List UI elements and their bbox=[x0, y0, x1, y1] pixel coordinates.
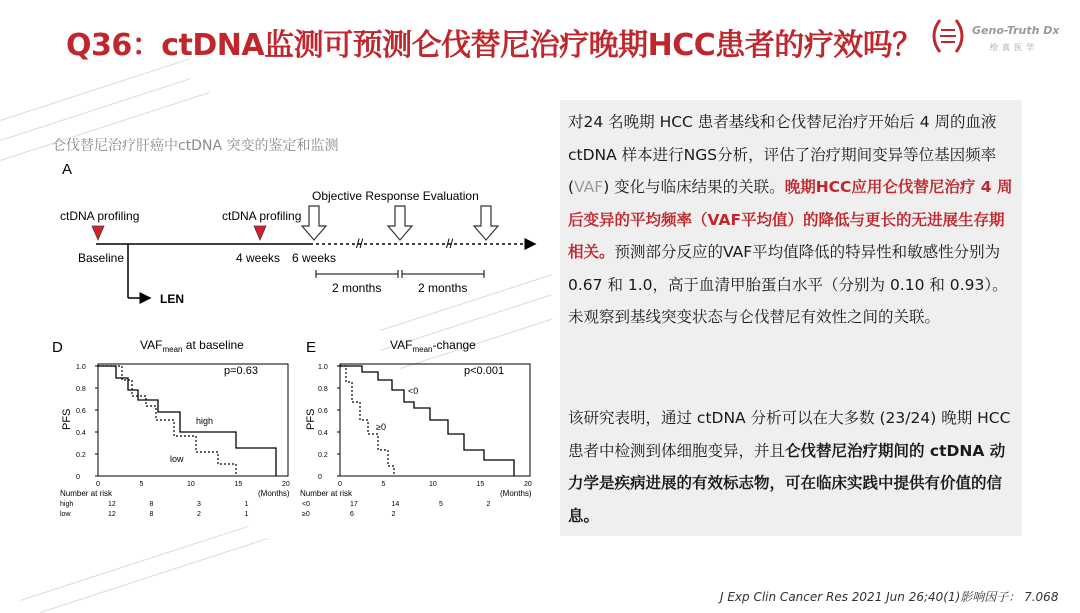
risk-value: 14 bbox=[391, 501, 400, 508]
panel-d-title-rest: at baseline bbox=[182, 338, 244, 352]
x-tick-label: 0 bbox=[338, 481, 342, 488]
panel-e-xunit: (Months) bbox=[500, 489, 532, 498]
panel-e-label: E bbox=[306, 339, 317, 356]
baseline-label: Baseline bbox=[78, 251, 125, 265]
x-tick-label: 5 bbox=[139, 481, 144, 488]
evaluation-arrows bbox=[302, 206, 498, 240]
risk-value: 12 bbox=[108, 501, 116, 508]
x-tick-label: 10 bbox=[187, 481, 195, 488]
conclusion-bold: 仑伐替尼治疗期间的 ctDNA 动力学是疾病进展的有效标志物，可在临床实践中提供有价值的信息。 bbox=[568, 441, 1006, 525]
y-tick-label: 0.6 bbox=[76, 408, 86, 415]
risk-value: 17 bbox=[350, 501, 358, 508]
km-curve-increase bbox=[340, 366, 394, 476]
ctdna-profiling-label-1: ctDNA profiling bbox=[60, 209, 140, 223]
summary-text: 预测部分反应的VAF平均值降低的特异性和敏感性分别为 0.67 和 1.0，高于血清甲胎蛋白水平（分别为 0.10 和 0.93）。未观察到基线突变状态与仑伐替尼有效性之间的关联。 bbox=[568, 243, 1008, 326]
panel-e-title-rest: -change bbox=[432, 338, 476, 352]
panel-d-title-main: VAF bbox=[140, 338, 163, 352]
weeks6-label: 6 weeks bbox=[292, 251, 337, 265]
panel-e-title-main: VAF bbox=[390, 338, 413, 352]
logo-chinese-name: 绘真医学 bbox=[990, 43, 1038, 52]
study-figure bbox=[0, 150, 540, 610]
panel-e-ylabel: PFS bbox=[305, 408, 317, 430]
x-tick-label: 15 bbox=[476, 481, 485, 488]
conclusion-text: 该研究表明，通过 ctDNA 分析可以在大多数 (23/24) 晚期 HCC 患者中检测到体细胞变异，并且 bbox=[568, 409, 1011, 460]
y-tick-label: 0.8 bbox=[318, 386, 328, 393]
risk-row-label: high bbox=[60, 501, 74, 508]
panel-d-y-axis bbox=[76, 364, 98, 481]
logo-name: Geno-Truth Dx bbox=[972, 24, 1060, 37]
km-curve-decrease bbox=[340, 366, 514, 476]
y-tick-label: 0 bbox=[318, 474, 322, 481]
risk-value: 1 bbox=[244, 511, 249, 518]
panel-d-risk-title: Number at risk bbox=[60, 489, 113, 498]
y-tick-label: 0.6 bbox=[318, 408, 328, 415]
panel-d-xunit: (Months) bbox=[258, 489, 290, 498]
panel-d-low-label: low bbox=[170, 454, 184, 464]
panel-d-label: D bbox=[52, 339, 63, 356]
citation-footer: J Exp Clin Cancer Res 2021 Jun 26;40(1)影响因子： 7.068 bbox=[720, 590, 1059, 604]
sampling-marker-baseline bbox=[92, 226, 104, 240]
x-tick-label: 15 bbox=[234, 481, 243, 488]
risk-value: 2 bbox=[391, 511, 396, 518]
evaluation-arrow bbox=[302, 206, 326, 240]
summary-paragraph-2 bbox=[568, 402, 1018, 532]
y-tick-label: 0 bbox=[76, 474, 80, 481]
x-tick-label: 10 bbox=[429, 481, 437, 488]
axis-break-mark: // bbox=[356, 236, 364, 251]
objective-response-label: Objective Response Evaluation bbox=[312, 189, 479, 203]
panel-d-risk-table bbox=[60, 501, 249, 518]
x-tick-label: 5 bbox=[381, 481, 386, 488]
panel-d-title-sub: mean bbox=[162, 345, 183, 354]
panel-d-x-axis bbox=[96, 481, 290, 488]
risk-value: 1 bbox=[244, 501, 249, 508]
y-tick-label: 1.0 bbox=[76, 364, 86, 371]
y-tick-label: 0.4 bbox=[76, 430, 86, 437]
company-logo bbox=[930, 14, 1070, 64]
panel-d-ylabel: PFS bbox=[61, 408, 73, 430]
y-tick-label: 0.2 bbox=[318, 452, 328, 459]
risk-row-label: low bbox=[60, 511, 71, 518]
risk-value: 2 bbox=[197, 511, 201, 518]
background-line bbox=[0, 58, 191, 121]
summary-text: ) 变化与临床结果的关联。 bbox=[603, 178, 785, 196]
panel-e-x-axis bbox=[338, 481, 532, 488]
page-title: Q36：ctDNA监测可预测仑伐替尼治疗晚期HCC患者的疗效吗？ bbox=[66, 28, 922, 63]
summary-text: 对24 名晚期 HCC 患者基线和仑伐替尼治疗开始后 4 周的血液 ctDNA 样本进行NGS分析，评估了治疗期间变异等位基因频率 ( bbox=[568, 113, 997, 196]
evaluation-arrow bbox=[388, 206, 412, 240]
summary-paragraph-1 bbox=[568, 106, 1018, 334]
risk-row-label: ≥0 bbox=[302, 511, 310, 518]
risk-value: 8 bbox=[149, 501, 154, 508]
risk-value: 6 bbox=[350, 511, 354, 518]
panel-a-label: A bbox=[62, 161, 73, 178]
panel-d-high-label: high bbox=[196, 416, 214, 426]
y-tick-label: 0.8 bbox=[76, 386, 86, 393]
dna-logo-icon bbox=[930, 14, 970, 58]
sampling-marker-4weeks bbox=[254, 226, 266, 240]
risk-value: 5 bbox=[439, 501, 443, 508]
km-curve-high bbox=[98, 366, 276, 476]
y-tick-label: 1.0 bbox=[318, 364, 328, 371]
panel-e-risk-title: Number at risk bbox=[300, 489, 353, 498]
highlighted-finding: 晚期HCC应用仑伐替尼治疗 4 周后变异的平均频率（VAF平均值）的降低与更长的无进展生存期相关。 bbox=[568, 178, 1013, 261]
panel-e-y-axis bbox=[318, 364, 340, 481]
summary-panel bbox=[560, 100, 1022, 536]
panel-e-lt0-label: <0 bbox=[408, 386, 419, 396]
panel-e-title-sub: mean bbox=[412, 345, 433, 354]
panel-e-pvalue: p<0.001 bbox=[464, 365, 505, 377]
panel-e-risk-table bbox=[302, 501, 491, 518]
panel-e-title bbox=[390, 338, 476, 354]
panel-d-title bbox=[140, 338, 244, 354]
risk-value: 3 bbox=[197, 501, 201, 508]
x-tick-label: 20 bbox=[524, 481, 532, 488]
figure-caption: 仑伐替尼治疗肝癌中ctDNA 突变的鉴定和监测 bbox=[52, 138, 339, 154]
x-tick-label: 20 bbox=[282, 481, 290, 488]
km-plot-d-frame bbox=[98, 364, 288, 476]
km-curve-low bbox=[98, 366, 236, 476]
len-label: LEN bbox=[160, 292, 184, 306]
panel-d-pvalue: p=0.63 bbox=[224, 365, 258, 377]
evaluation-arrow bbox=[474, 206, 498, 240]
risk-row-label: <0 bbox=[302, 501, 310, 508]
months-label-1: 2 months bbox=[332, 281, 382, 295]
month-brackets bbox=[316, 270, 484, 278]
axis-break-mark: // bbox=[446, 236, 454, 251]
vaf-term: VAF bbox=[574, 178, 604, 196]
panel-e-ge0-label: ≥0 bbox=[376, 422, 386, 432]
weeks4-label: 4 weeks bbox=[236, 251, 281, 265]
y-tick-label: 0.2 bbox=[76, 452, 86, 459]
risk-value: 8 bbox=[149, 511, 154, 518]
y-tick-label: 0.4 bbox=[318, 430, 328, 437]
ctdna-profiling-label-2: ctDNA profiling bbox=[222, 209, 302, 223]
months-label-2: 2 months bbox=[418, 281, 468, 295]
risk-value: 12 bbox=[108, 511, 116, 518]
risk-value: 2 bbox=[486, 501, 491, 508]
x-tick-label: 0 bbox=[96, 481, 100, 488]
